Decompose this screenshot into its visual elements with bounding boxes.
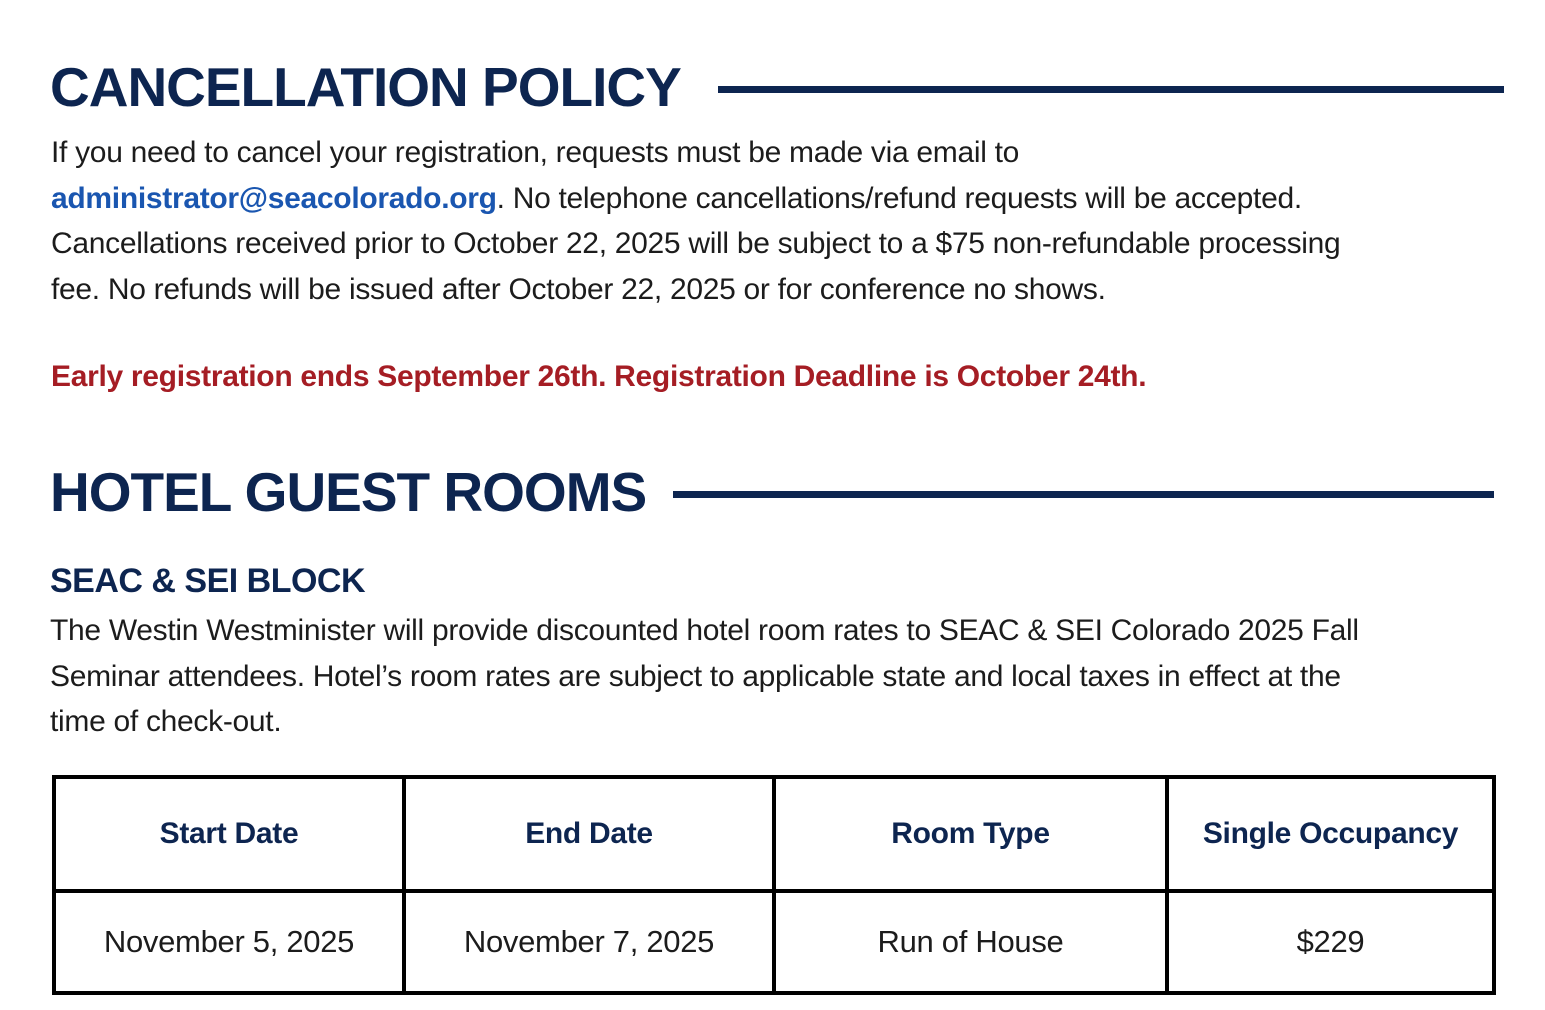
hotel-description <box>50 608 1510 745</box>
column-header-end-date: End Date <box>404 777 774 891</box>
column-header-room-type: Room Type <box>774 777 1167 891</box>
start-date-cell: November 5, 2025 <box>54 891 404 993</box>
single-occupancy-cell: $229 <box>1167 891 1494 993</box>
cancellation-policy-title: CANCELLATION POLICY <box>50 56 681 118</box>
registration-deadline-notice: Early registration ends September 26th. Registration Deadline is October 24th. <box>51 360 1147 393</box>
text-line <box>51 176 1511 222</box>
hotel-guest-rooms-title: HOTEL GUEST ROOMS <box>50 461 647 523</box>
table-header-row <box>54 777 1494 891</box>
text-line: Cancellations received prior to October 22, 2025 will be subject to a $75 non-refundable processing <box>51 227 1341 260</box>
cancellation-policy-text <box>51 130 1511 312</box>
section-divider <box>718 86 1504 93</box>
table-row <box>54 891 1494 993</box>
cancellation-policy-header <box>50 56 681 118</box>
text-line: fee. No refunds will be issued after October 22, 2025 or for conference no shows. <box>51 272 1106 306</box>
text-fragment: . No telephone cancellations/refund requests will be accepted. <box>496 181 1302 215</box>
text-line: Seminar attendees. Hotel’s room rates are subject to applicable state and local taxes in effect at the <box>50 659 1341 693</box>
text-line: If you need to cancel your registration, requests must be made via email to <box>51 136 1020 169</box>
text-line: time of check-out. <box>50 705 282 738</box>
room-type-cell: Run of House <box>774 891 1167 993</box>
hotel-guest-rooms-header <box>50 461 647 523</box>
text-line: The Westin Westminister will provide discounted hotel room rates to SEAC & SEI Colorado 2025 Fall <box>50 614 1359 647</box>
room-rates-table <box>52 775 1496 995</box>
column-header-start-date: Start Date <box>54 777 404 891</box>
section-divider <box>673 491 1494 498</box>
end-date-cell: November 7, 2025 <box>404 891 774 993</box>
email-link[interactable]: administrator@seacolorado.org <box>51 181 497 215</box>
block-heading: SEAC & SEI BLOCK <box>50 562 366 600</box>
column-header-single-occupancy: Single Occupancy <box>1167 777 1494 891</box>
